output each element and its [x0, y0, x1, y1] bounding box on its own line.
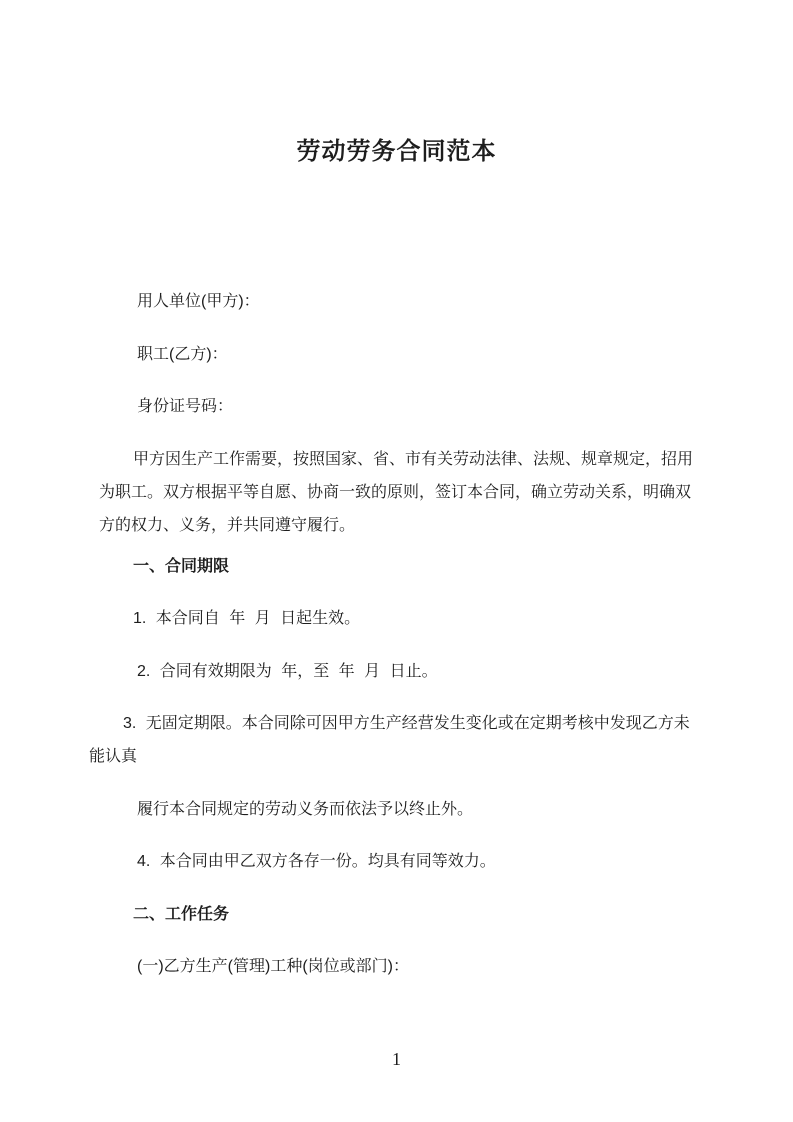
document-title: 劳动劳务合同范本	[296, 138, 497, 165]
clause-1-4: 4. 本合同由甲乙双方各存一份。均具有同等效力。	[137, 853, 496, 870]
intro-line-2: 为职工。双方根据平等自愿、协商一致的原则，签订本合同，确立劳动关系，明确双	[99, 483, 692, 501]
page-number: 1	[392, 1049, 401, 1069]
clause-1-3-continuation: 履行本合同规定的劳动义务而依法予以终止外。	[137, 800, 474, 818]
clause-1-3-line-2: 能认真	[89, 748, 138, 765]
document-body	[89, 285, 704, 983]
clause-1-3-line-1: 3. 无固定期限。本合同除可因甲方生产经营发生变化或在定期考核中发现乙方未	[123, 715, 690, 732]
clause-1-3	[89, 707, 704, 773]
intro-line-3: 方的权力、义务，并共同遵守履行。	[99, 516, 356, 534]
intro-paragraph	[99, 443, 704, 542]
section2-heading: 二、工作任务	[133, 905, 230, 923]
section1-heading: 一、合同期限	[133, 557, 230, 575]
id-number-label: 身份证号码：	[137, 398, 234, 415]
clause-1-2: 2. 合同有效期限为 年，至 年 月 日止。	[137, 662, 438, 680]
intro-line-1: 甲方因生产工作需要，按照国家、省、市有关劳动法律、法规、规章规定，招用	[133, 450, 694, 468]
clause-1-1: 1. 本合同自 年 月 日起生效。	[133, 610, 361, 627]
clause-2-1: (一)乙方生产(管理)工种(岗位或部门)：	[137, 958, 409, 975]
party-b-label: 职工(乙方)：	[137, 345, 228, 363]
party-a-label: 用人单位(甲方)：	[137, 293, 260, 310]
